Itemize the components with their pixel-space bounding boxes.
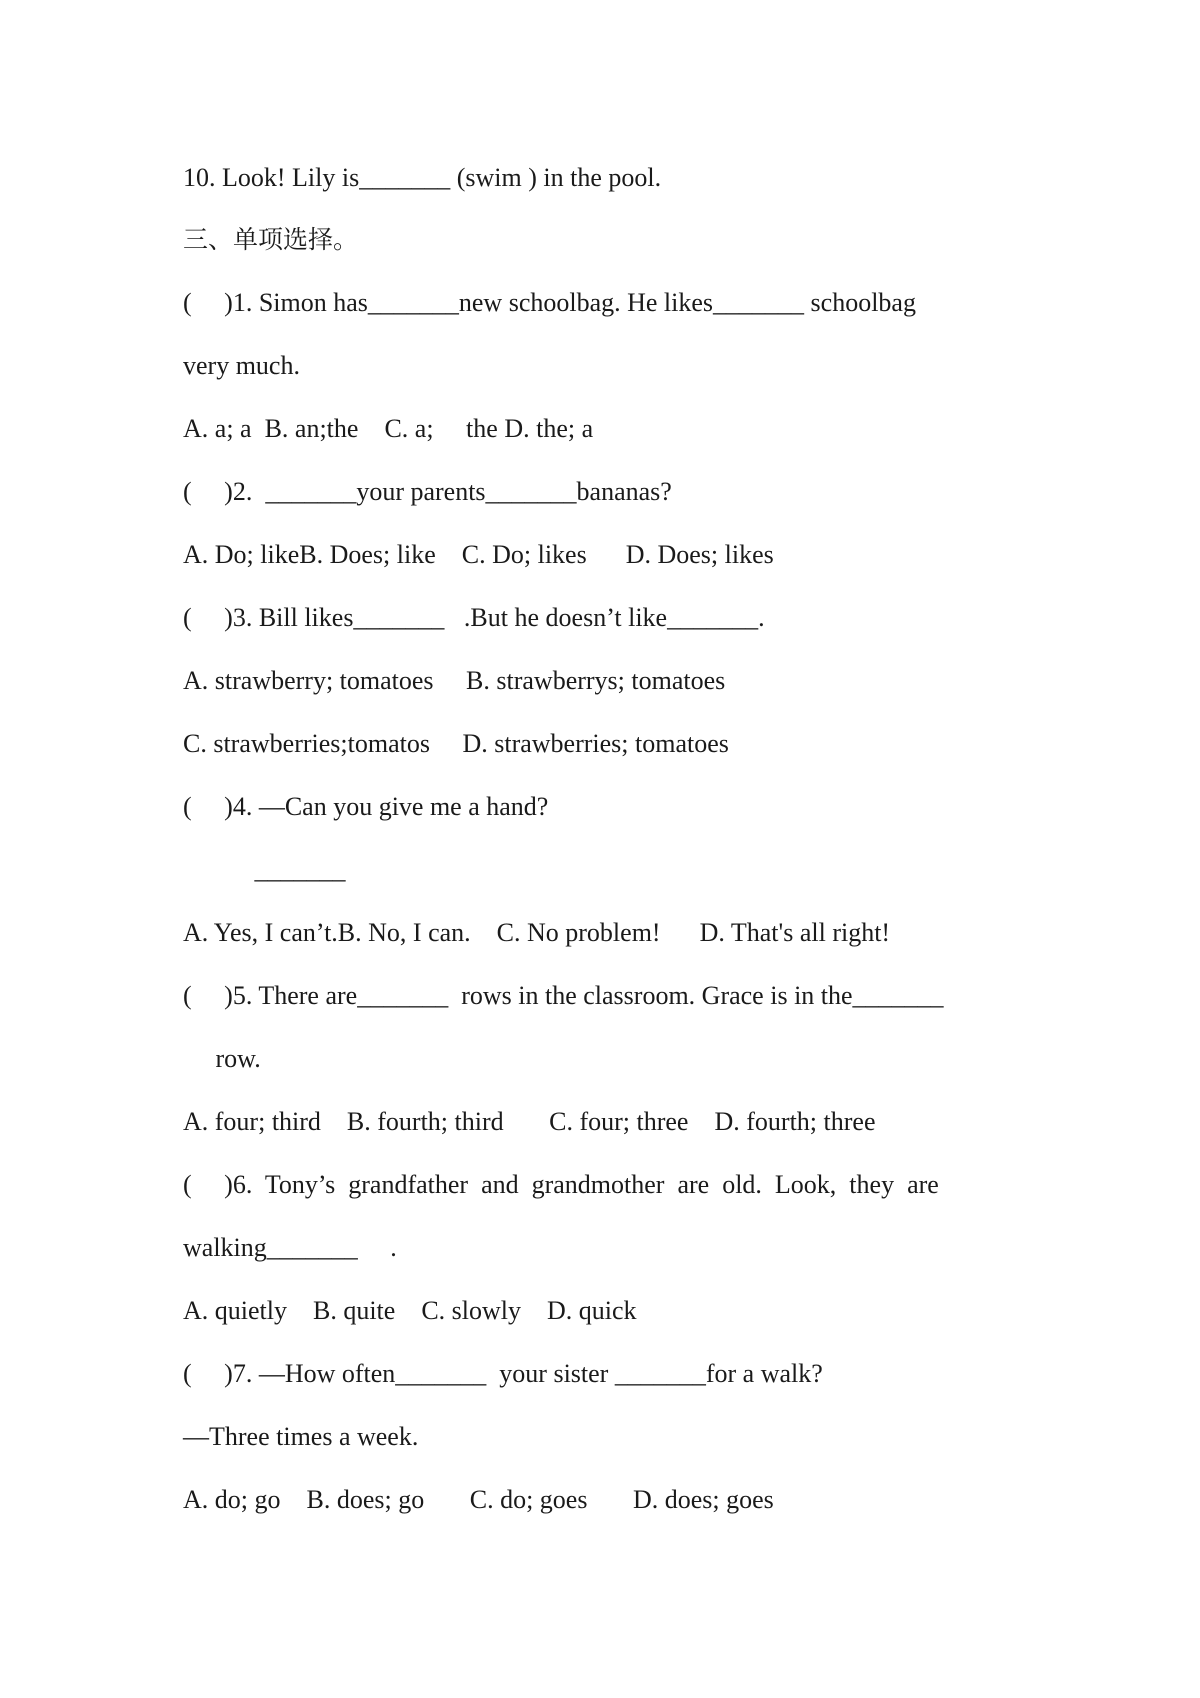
mc-question-5-options: A. four; third B. fourth; third C. four; three D. fourth; three <box>183 1107 876 1136</box>
mc-question-3-options-ab: A. strawberry; tomatoes B. strawberrys; tomatoes <box>183 666 726 695</box>
mc-question-3-stem: ( )3. Bill likes_______ .But he doesn’t like_______. <box>183 603 765 632</box>
mc-question-2-options: A. Do; likeB. Does; like C. Do; likes D. Does; likes <box>183 540 774 569</box>
mc-question-7-options: A. do; go B. does; go C. do; goes D. does; goes <box>183 1485 774 1514</box>
mc-question-1-stem-cont: very much. <box>183 351 300 380</box>
mc-question-5-stem-cont: row. <box>183 1044 261 1073</box>
mc-question-7-reply: —Three times a week. <box>183 1422 419 1451</box>
mc-question-6-stem: ( )6. Tony’s grandfather and grandmother are old. Look, they are <box>183 1170 939 1199</box>
mc-question-6-stem-cont: walking_______ . <box>183 1233 397 1262</box>
mc-question-1-stem: ( )1. Simon has_______new schoolbag. He likes_______ schoolbag <box>183 288 916 317</box>
mc-question-4-stem: ( )4. —Can you give me a hand? <box>183 792 549 821</box>
mc-question-4-answer-blank: _______ <box>183 855 346 884</box>
mc-question-3-options-cd: C. strawberries;tomatos D. strawberries; tomatoes <box>183 729 729 758</box>
mc-question-1-options: A. a; a B. an;the C. a; the D. the; a <box>183 414 594 443</box>
mc-question-5-stem: ( )5. There are_______ rows in the classroom. Grace is in the_______ <box>183 981 944 1010</box>
mc-question-4-options: A. Yes, I can’t.B. No, I can. C. No problem! D. That's all right! <box>183 918 891 947</box>
question-10-fill-blank: 10. Look! Lily is_______ (swim ) in the pool. <box>183 163 662 192</box>
mc-question-6-options: A. quietly B. quite C. slowly D. quick <box>183 1296 637 1325</box>
section-heading-single-choice: 三、单项选择。 <box>183 225 359 254</box>
mc-question-2-stem: ( )2. _______your parents_______bananas? <box>183 477 672 506</box>
mc-question-7-stem: ( )7. —How often_______ your sister _______for a walk? <box>183 1359 823 1388</box>
